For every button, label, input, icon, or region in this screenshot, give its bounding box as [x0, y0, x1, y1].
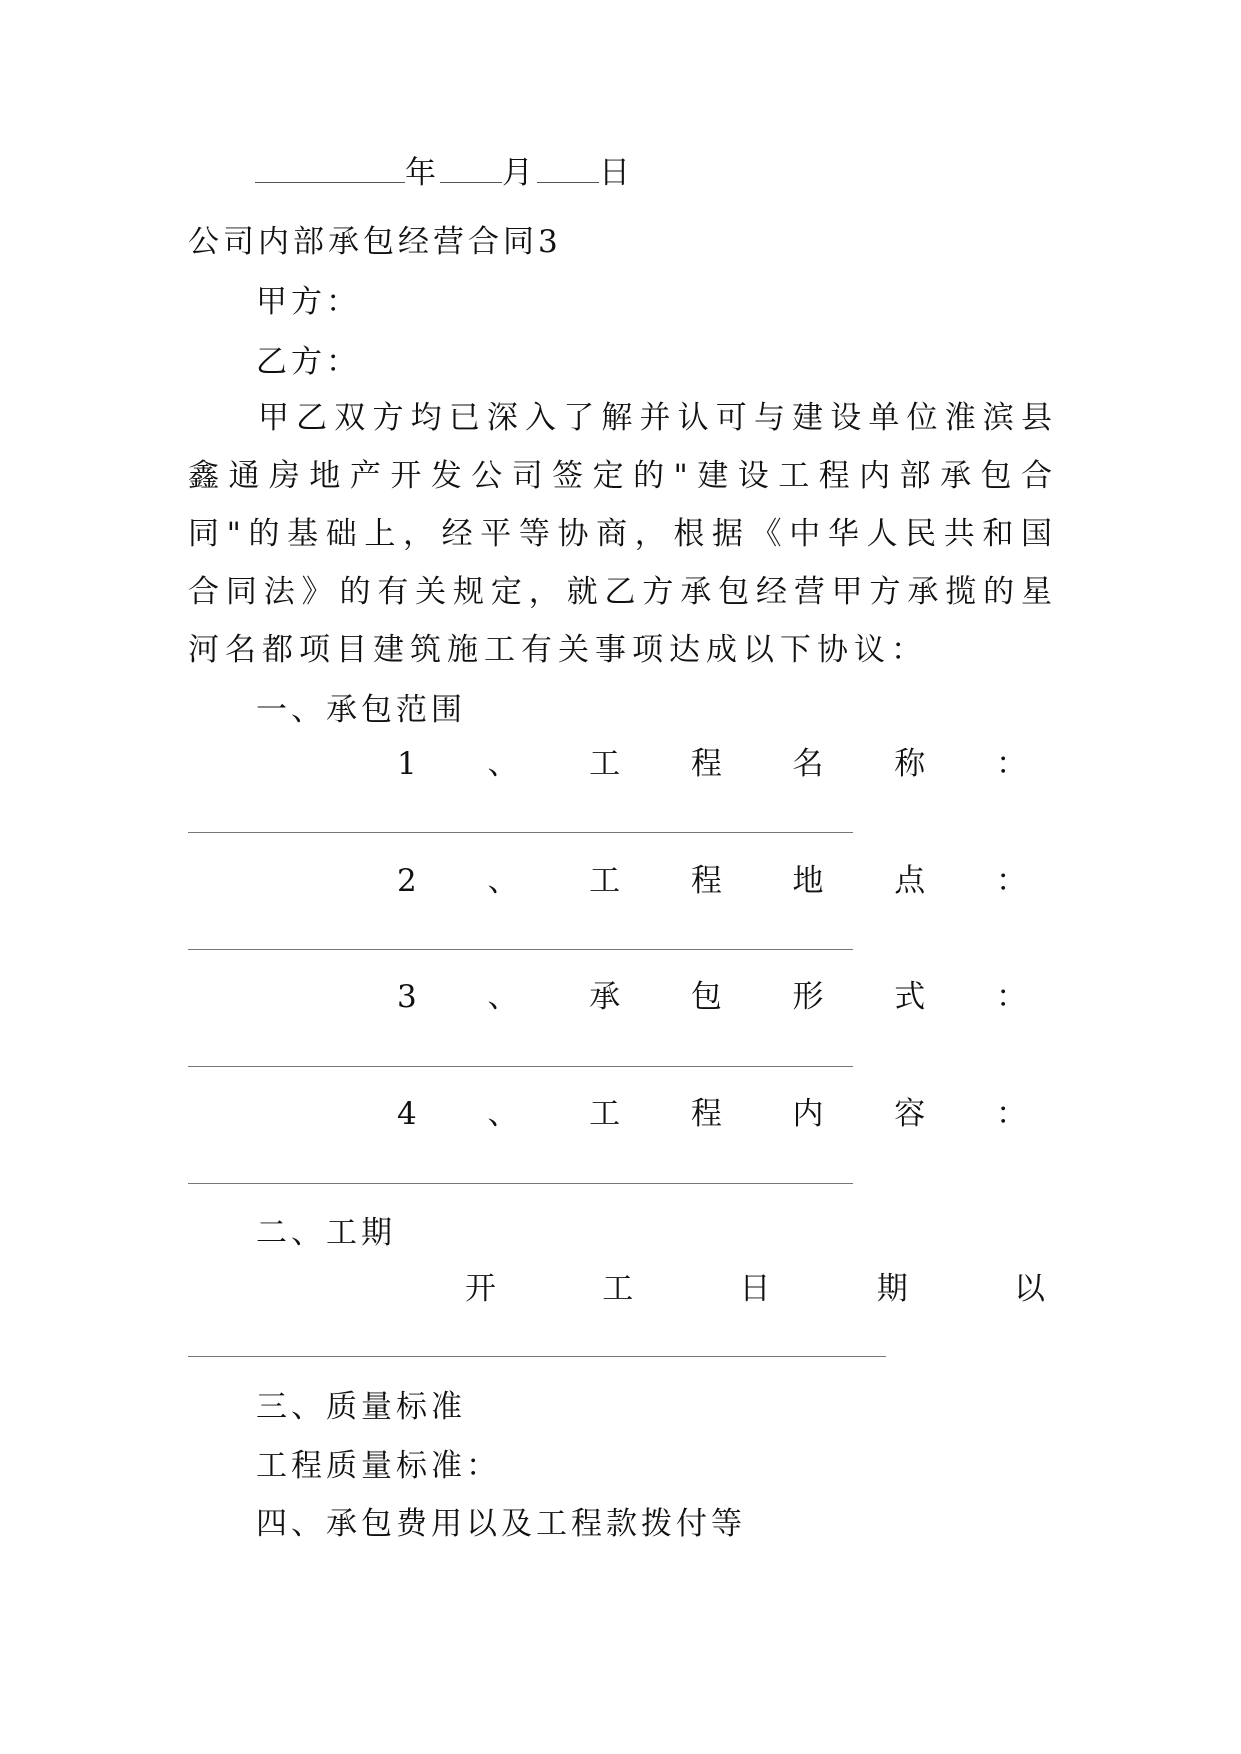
fill-in-line-4: [188, 1183, 853, 1184]
item-number: 2: [397, 863, 417, 899]
start-char: 日: [739, 1271, 771, 1307]
item-char: 程: [690, 746, 722, 782]
start-char: 期: [876, 1271, 908, 1307]
item-char: 程: [690, 863, 722, 899]
item-colon: ：: [995, 1096, 1027, 1132]
day-blank: [537, 152, 599, 183]
item-char: 地: [792, 863, 824, 899]
start-char: 开: [465, 1271, 496, 1307]
item-char: 形: [792, 979, 824, 1015]
document-title: 公司内部承包经营合同3: [188, 224, 562, 260]
item-char: 名: [792, 746, 824, 782]
item-number: 1: [397, 746, 417, 782]
item-colon: ：: [995, 746, 1027, 782]
date-line: [255, 152, 634, 191]
item-char: 称: [894, 746, 926, 782]
section3-heading: 三、质量标准: [256, 1389, 466, 1425]
item-number: 4: [397, 1096, 417, 1132]
item-char: 包: [690, 979, 722, 1015]
item-char: 程: [690, 1096, 722, 1132]
quality-standard-label: 工程质量标准：: [256, 1448, 501, 1484]
item-char: 容: [894, 1096, 926, 1132]
section4-heading: 四、承包费用以及工程款拨付等: [256, 1506, 746, 1542]
scope-item-1: [397, 746, 1027, 782]
start-char: 以: [1014, 1271, 1045, 1307]
item-separator: 、: [487, 1096, 519, 1132]
intro-paragraph: 甲乙双方均已深入了解并认可与建设单位淮滨县鑫通房地产开发公司签定的"建设工程内部承包合同"的基础上，经平等协商，根据《中华人民共和国合同法》的有关规定，就乙方承包经营甲方承揽的星河名都项目建筑施工有关事项达成以下协议：: [188, 400, 1058, 668]
party-a-label: 甲方：: [256, 284, 361, 320]
item-char: 工: [589, 863, 621, 899]
item-char: 内: [792, 1096, 824, 1132]
item-separator: 、: [487, 863, 519, 899]
section1-heading: 一、承包范围: [256, 692, 466, 728]
scope-item-2: [397, 863, 1027, 899]
item-char: 承: [589, 979, 621, 1015]
start-date-line: [465, 1271, 1045, 1307]
item-colon: ：: [995, 863, 1027, 899]
month-label: 月: [502, 155, 537, 191]
month-blank: [440, 152, 502, 183]
item-colon: ：: [995, 979, 1027, 1015]
day-label: 日: [599, 155, 634, 191]
scope-item-3: [397, 979, 1027, 1015]
start-char: 工: [602, 1271, 634, 1307]
fill-in-line-5: [188, 1356, 886, 1357]
item-char: 式: [894, 979, 926, 1015]
item-char: 工: [589, 1096, 621, 1132]
fill-in-line-2: [188, 949, 853, 950]
year-blank: [255, 152, 405, 183]
item-number: 3: [397, 979, 417, 1015]
section2-heading: 二、工期: [256, 1215, 396, 1251]
party-b-label: 乙方：: [256, 344, 361, 380]
scope-item-4: [397, 1096, 1027, 1132]
item-char: 工: [589, 746, 621, 782]
fill-in-line-3: [188, 1066, 853, 1067]
item-separator: 、: [487, 979, 519, 1015]
fill-in-line-1: [188, 832, 853, 833]
item-separator: 、: [487, 746, 519, 782]
year-label: 年: [405, 155, 440, 191]
item-char: 点: [894, 863, 926, 899]
